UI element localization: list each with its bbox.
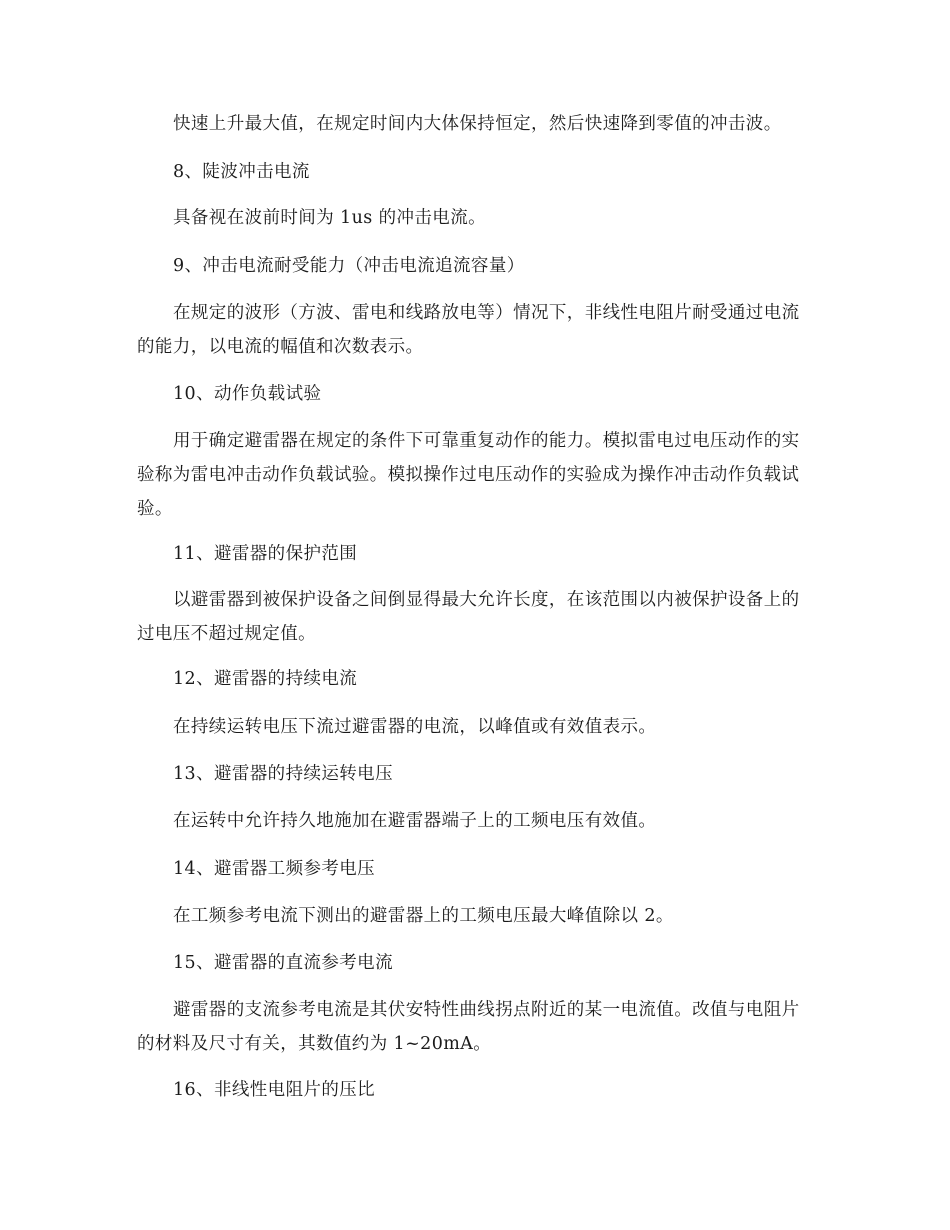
paragraph-continuous-operating-voltage: 在运转中允许持久地施加在避雷器端子上的工频电压有效值。	[173, 811, 657, 831]
heading-protection-range: 11、避雷器的保护范围	[173, 544, 358, 564]
paragraph-continuous-current: 在持续运转电压下流过避雷器的电流，以峰值或有效值表示。	[173, 717, 657, 737]
heading-continuous-operating-voltage: 13、避雷器的持续运转电压	[173, 764, 393, 784]
paragraph-operating-duty-test: 用于确定避雷器在规定的条件下可靠重复动作的能力。模拟雷电过电压动作的实验称为雷电冲击动作负载试验。模拟操作过电压动作的实验成为操作冲击动作负载试验。	[137, 431, 800, 519]
heading-residual-voltage-ratio: 16、非线性电阻片的压比	[173, 1080, 376, 1100]
heading-operating-duty-test: 10、动作负载试验	[173, 384, 322, 404]
paragraph-dc-reference-current: 避雷器的支流参考电流是其伏安特性曲线拐点附近的某一电流值。改值与电阻片的材料及尺寸有关，其数值约为 1~20mA。	[137, 1000, 800, 1054]
paragraph-impulse-withstand: 在规定的波形（方波、雷电和线路放电等）情况下，非线性电阻片耐受通过电流的能力，以电流的幅值和次数表示。	[137, 303, 800, 357]
heading-power-frequency-reference-voltage: 14、避雷器工频参考电压	[173, 859, 376, 879]
heading-dc-reference-current: 15、避雷器的直流参考电流	[173, 953, 393, 973]
paragraph-wave-definition-tail: 快速上升最大值，在规定时间内大体保持恒定，然后快速降到零值的冲击波。	[173, 114, 782, 134]
heading-continuous-current: 12、避雷器的持续电流	[173, 669, 358, 689]
heading-impulse-withstand: 9、冲击电流耐受能力（冲击电流追流容量）	[173, 256, 525, 276]
paragraph-protection-range: 以避雷器到被保护设备之间倒显得最大允许长度，在该范围以内被保护设备上的过电压不超过规定值。	[137, 590, 800, 644]
heading-steep-wave-current: 8、陡波冲击电流	[173, 162, 310, 182]
paragraph-steep-wave-current: 具备视在波前时间为 1us 的冲击电流。	[173, 208, 487, 228]
paragraph-power-frequency-reference-voltage: 在工频参考电流下测出的避雷器上的工频电压最大峰值除以 2。	[173, 906, 674, 926]
